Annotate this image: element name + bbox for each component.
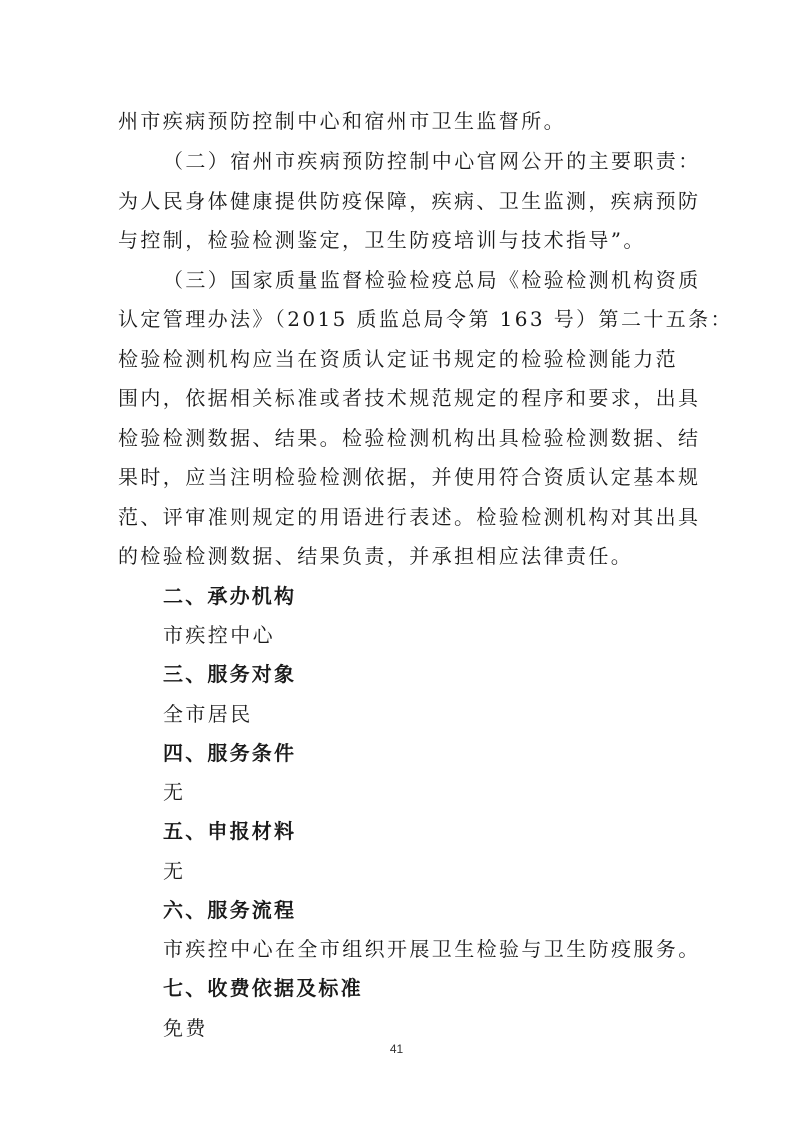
clause-three-line: （三）国家质量监督检验检疫总局《检验检测机构资质 <box>163 268 701 292</box>
clause-two-line: （二）宿州市疾病预防控制中心官网公开的主要职责： <box>163 149 701 173</box>
page-number: 41 <box>389 1042 404 1056</box>
body-text-line: 范、评审准则规定的用语进行表述。检验检测机构对其出具 <box>118 505 701 529</box>
section-heading-service-process: 六、服务流程 <box>163 898 297 922</box>
section-heading-service-target: 三、服务对象 <box>163 662 297 686</box>
section-content-service-conditions: 无 <box>163 780 186 804</box>
section-content-application-materials: 无 <box>163 859 186 883</box>
body-text-line: 与控制，检验检测鉴定，卫生防疫培训与技术指导”。 <box>118 228 646 252</box>
body-text-line: 认定管理办法》（2015 质监总局令第 163 号）第二十五条： <box>118 307 733 331</box>
section-content-fee-basis: 免费 <box>163 1016 208 1040</box>
body-text-line: 为人民身体健康提供防疫保障，疾病、卫生监测，疾病预防 <box>118 189 701 213</box>
body-text-line: 果时，应当注明检验检测依据，并使用符合资质认定基本规 <box>118 465 701 489</box>
body-text-line: 检验检测机构应当在资质认定证书规定的检验检测能力范 <box>118 347 678 371</box>
section-heading-fee-basis: 七、收费依据及标准 <box>163 976 363 1000</box>
section-content-service-target: 全市居民 <box>163 702 253 726</box>
body-text-line: 的检验检测数据、结果负责，并承担相应法律责任。 <box>118 544 634 568</box>
section-heading-organizer: 二、承办机构 <box>163 584 297 608</box>
section-content-organizer: 市疾控中心 <box>163 623 275 647</box>
body-text-line: 州市疾病预防控制中心和宿州市卫生监督所。 <box>118 109 566 133</box>
section-content-service-process: 市疾控中心在全市组织开展卫生检验与卫生防疫服务。 <box>163 937 701 961</box>
body-text-line: 围内，依据相关标准或者技术规范规定的程序和要求，出具 <box>118 386 701 410</box>
section-heading-service-conditions: 四、服务条件 <box>163 741 297 765</box>
section-heading-application-materials: 五、申报材料 <box>163 819 297 843</box>
body-text-line: 检验检测数据、结果。检验检测机构出具检验检测数据、结 <box>118 426 701 450</box>
